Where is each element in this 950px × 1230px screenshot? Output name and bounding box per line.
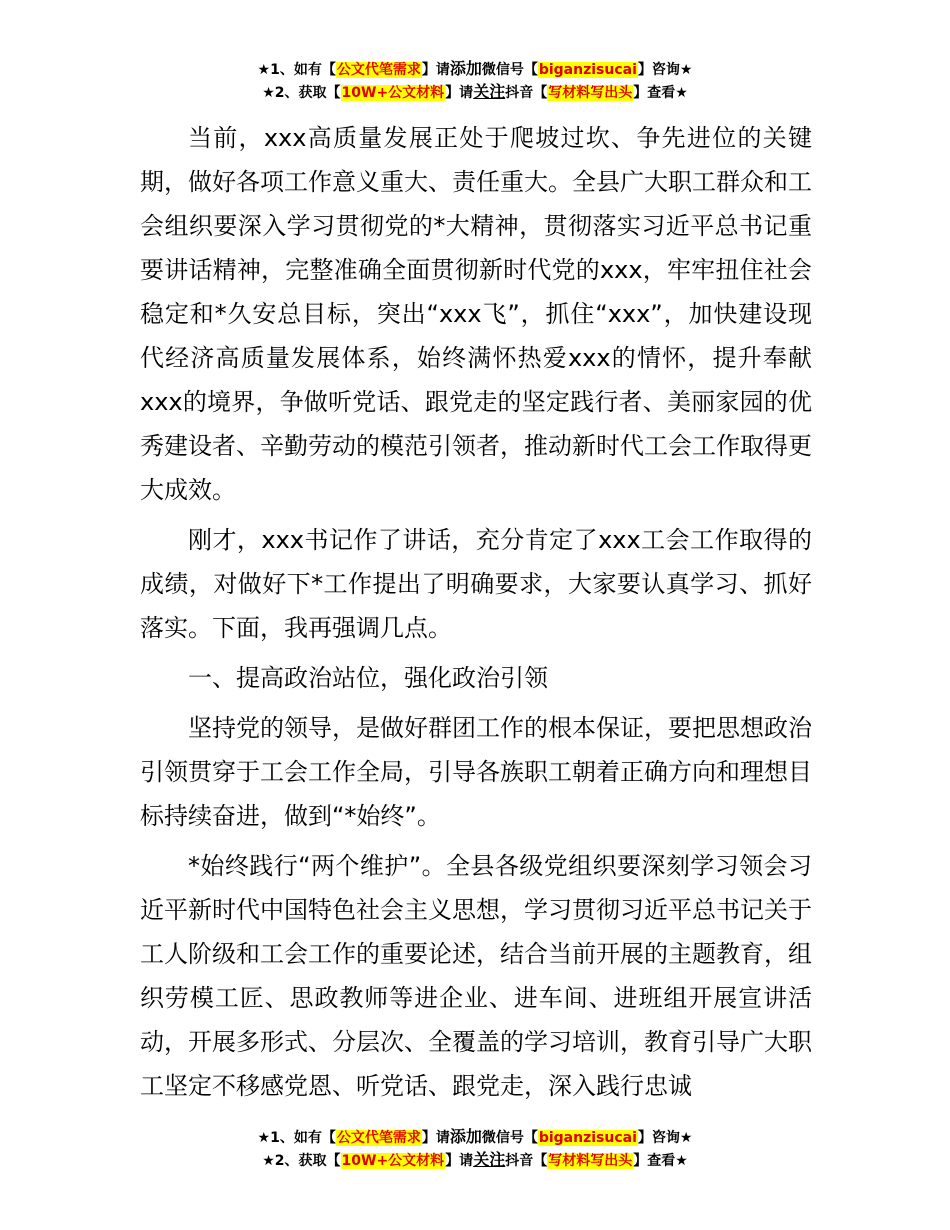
- banner-text: 】请: [445, 85, 474, 101]
- highlight-wechat-id: biganzisucai: [538, 1130, 637, 1146]
- highlight-ghostwriting: 公文代笔需求: [336, 62, 421, 78]
- banner-text: 】咨询: [637, 1130, 680, 1146]
- highlight-materials: 10W+公文材料: [341, 85, 445, 101]
- star-icon: ★: [679, 62, 693, 78]
- banner-text: 2、获取【: [274, 85, 341, 101]
- highlight-douyin: 写材料写出头: [548, 1153, 633, 1169]
- section-heading: 一、提高政治站位，强化政治引领: [188, 664, 548, 692]
- star-icon: ★: [262, 85, 275, 101]
- highlight-ghostwriting: 公文代笔需求: [336, 1130, 421, 1146]
- banner-text: 抖音【: [505, 85, 548, 101]
- banner-emphasis: 添加: [449, 59, 482, 78]
- paragraph: 刚才，xxx书记作了讲话，充分肯定了xxx工会工作取得的成绩，对做好下*工作提出了明确要求，大家要认真学习、抓好落实。下面，我再强调几点。: [140, 526, 812, 642]
- star-icon: ★: [675, 1153, 688, 1169]
- banner-text: 2、获取【: [274, 1153, 341, 1169]
- banner-text: 】请: [421, 62, 450, 78]
- banner-text: 1、如有【: [270, 62, 336, 78]
- banner-emphasis: 关注: [473, 82, 506, 101]
- banner-text: 】请: [421, 1130, 450, 1146]
- paragraph: *始终践行“两个维护”。全县各级党组织要深刻学习领会习近平新时代中国特色社会主义思想，学习贯彻习近平总书记关于工人阶级和工会工作的重要论述，结合当前开展的主题教育，组织劳模工匠、思政教师等进企业、进车间、进班组开展宣讲活动，开展多形式、分层次、全覆盖的学习培训，教育引导广大职工坚定不移感党恩、听党话、跟党走，深入践行忠诚: [140, 852, 812, 1100]
- star-icon: ★: [257, 1130, 271, 1146]
- star-icon: ★: [679, 1130, 693, 1146]
- banner-text: 抖音【: [505, 1153, 548, 1169]
- banner-line-1: [0, 1126, 950, 1149]
- banner-text: 】查看: [633, 85, 676, 101]
- banner-text: 】查看: [633, 1153, 676, 1169]
- highlight-wechat-id: biganzisucai: [538, 62, 637, 78]
- star-icon: ★: [257, 62, 271, 78]
- banner-emphasis: 关注: [473, 1150, 506, 1169]
- banner-line-2: [0, 81, 950, 104]
- highlight-douyin: 写材料写出头: [548, 85, 633, 101]
- banner-text: 】请: [445, 1153, 474, 1169]
- banner-text: 微信号【: [481, 62, 538, 78]
- banner-emphasis: 添加: [449, 1127, 482, 1146]
- paragraph: 坚持党的领导，是做好群团工作的根本保证，要把思想政治引领贯穿于工会工作全局，引导各族职工朝着正确方向和理想目标持续奋进，做到“*始终”。: [140, 714, 812, 830]
- banner-text: 1、如有【: [270, 1130, 336, 1146]
- header-banner: [0, 58, 950, 104]
- star-icon: ★: [675, 85, 688, 101]
- banner-text: 微信号【: [481, 1130, 538, 1146]
- star-icon: ★: [262, 1153, 275, 1169]
- banner-line-2: [0, 1149, 950, 1172]
- document-body: [140, 116, 812, 1114]
- highlight-materials: 10W+公文材料: [341, 1153, 445, 1169]
- footer-banner: [0, 1126, 950, 1172]
- paragraph: 当前，xxx高质量发展正处于爬坡过坎、争先进位的关键期，做好各项工作意义重大、责任重大。全县广大职工群众和工会组织要深入学习贯彻党的*大精神，贯彻落实习近平总书记重要讲话精神，完整准确全面贯彻新时代党的xxx，牢牢扭住社会稳定和*久安总目标，突出“xxx飞”，抓住“xxx”，加快建设现代经济高质量发展体系，始终满怀热爱xxx的情怀，提升奉献xxx的境界，争做听党话、跟党走的坚定践行者、美丽家园的优秀建设者、辛勤劳动的模范引领者，推动新时代工会工作取得更大成效。: [140, 124, 812, 504]
- banner-text: 】咨询: [637, 62, 680, 78]
- banner-line-1: [0, 58, 950, 81]
